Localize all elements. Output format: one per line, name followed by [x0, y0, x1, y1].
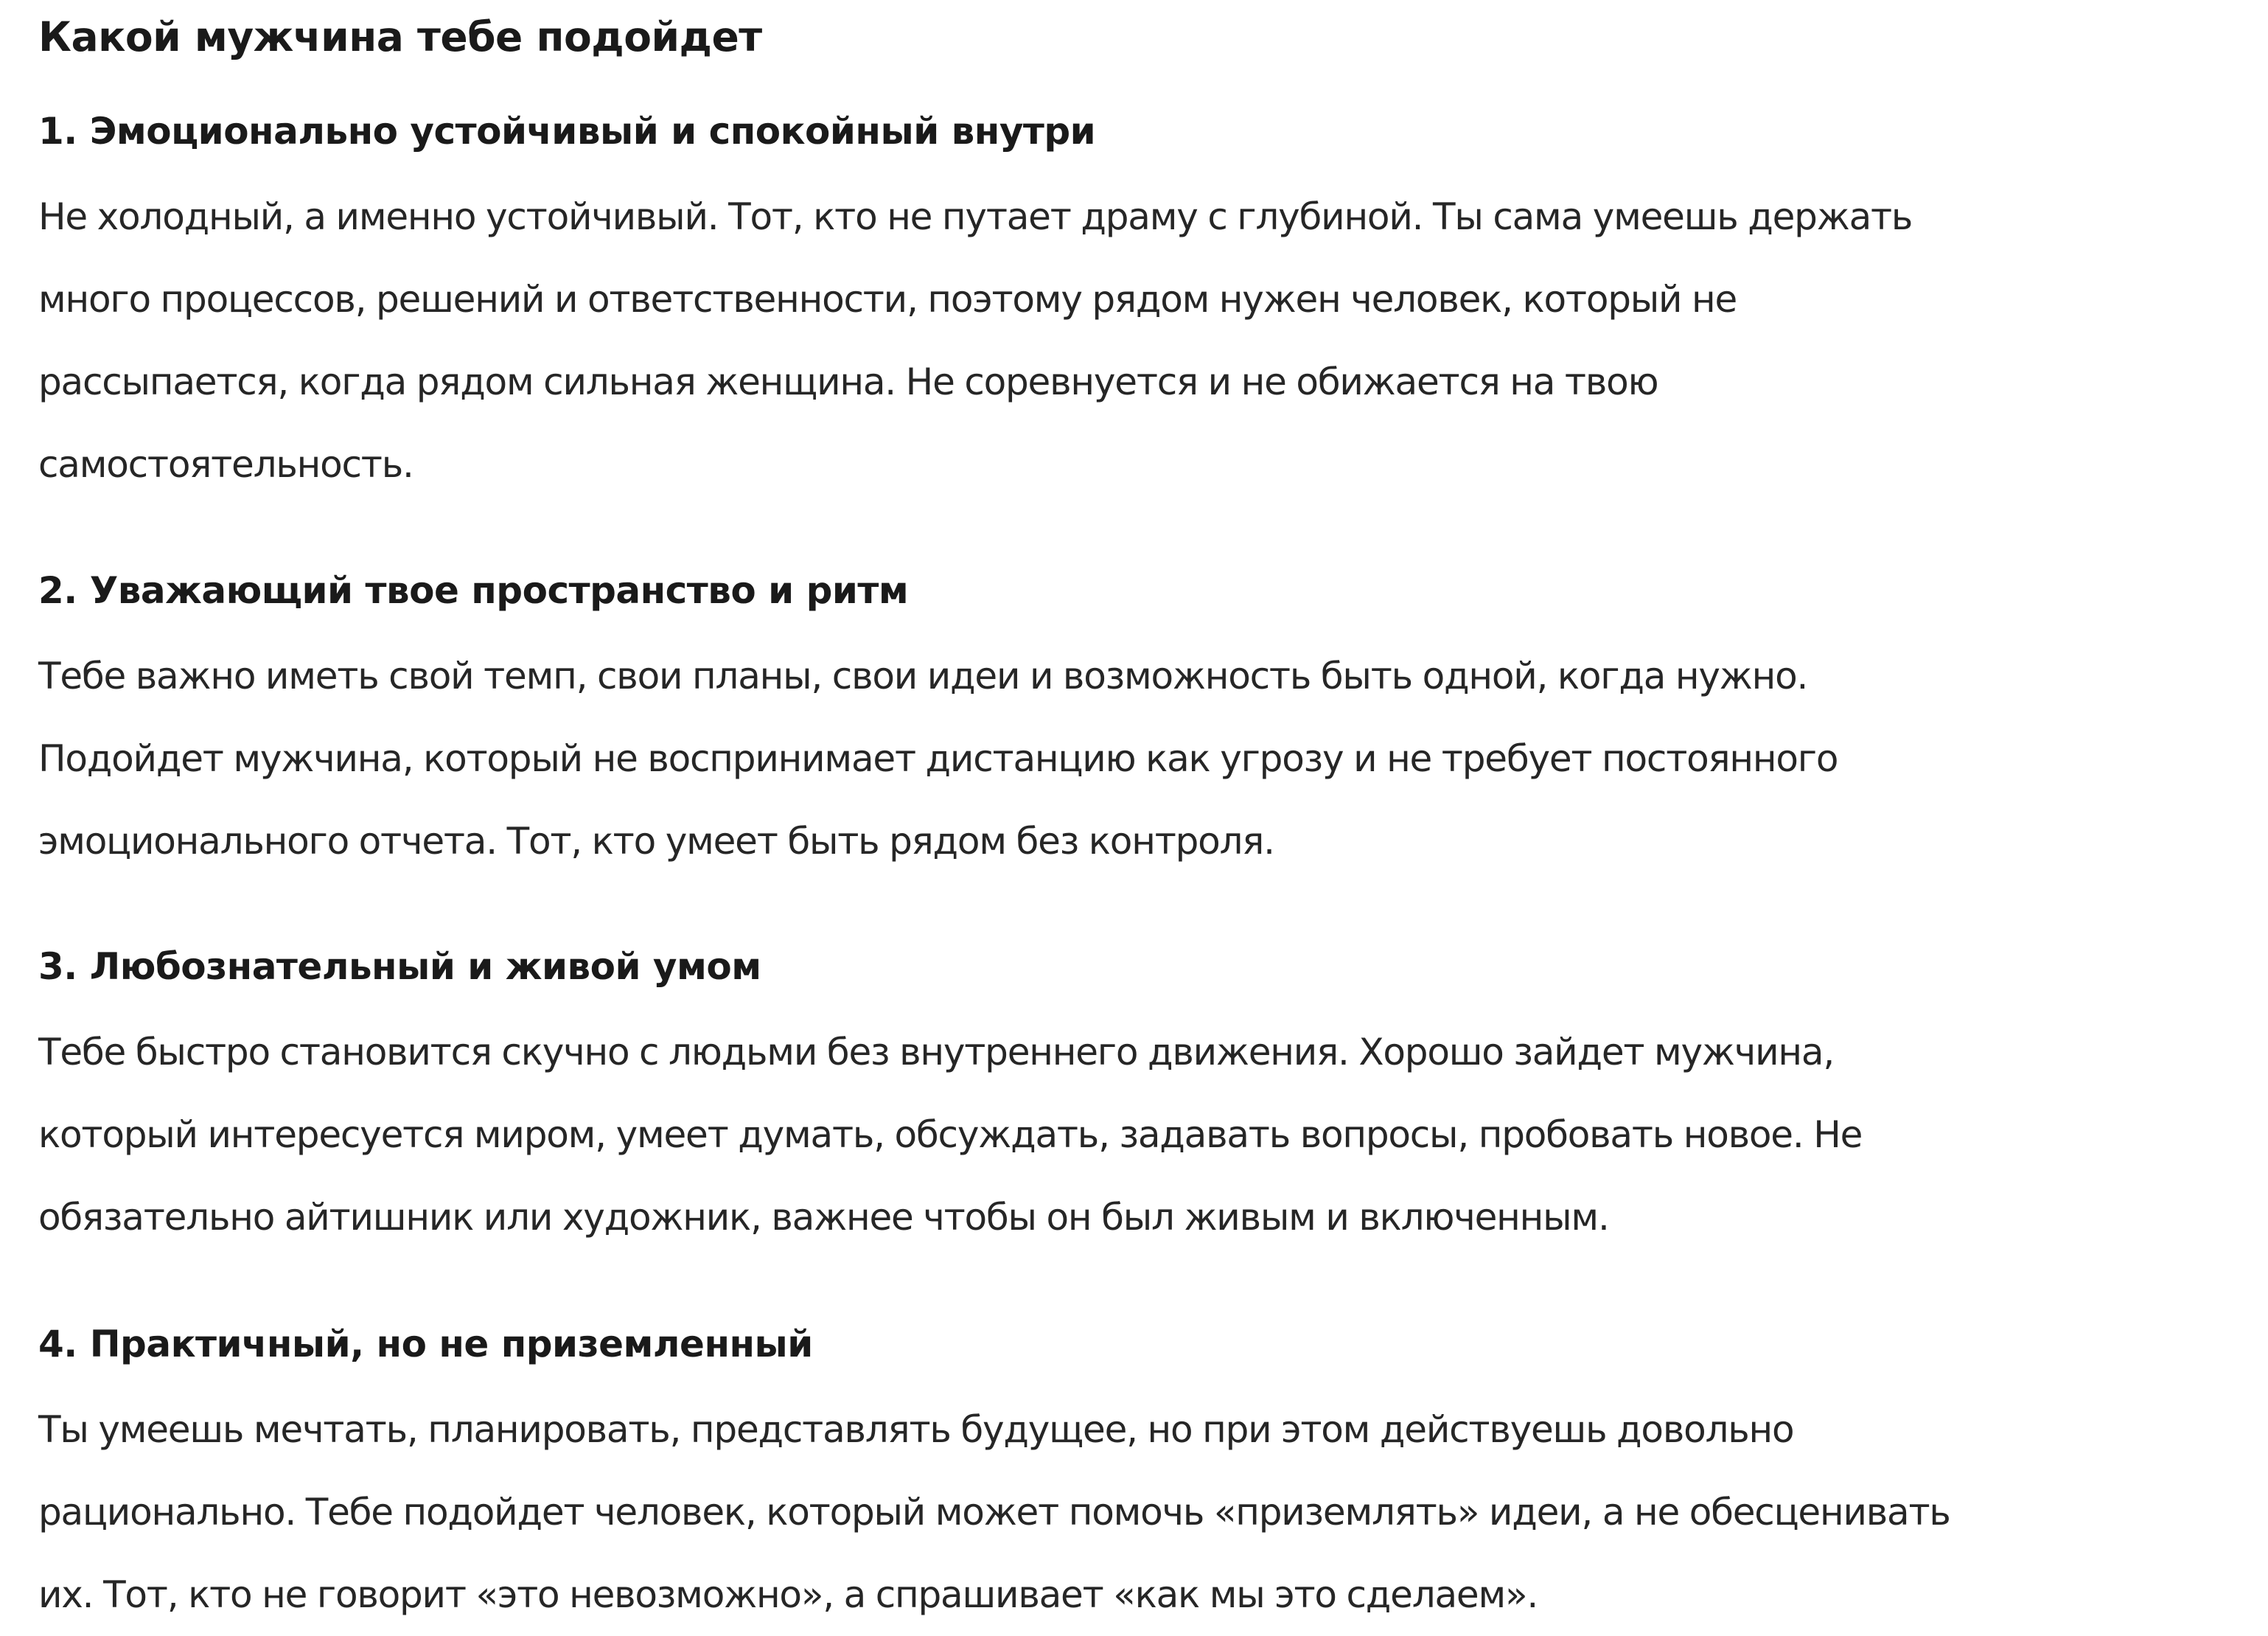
section-paragraph	[38, 175, 2242, 506]
paragraph-line: который интересуется миром, умеет думать, обсуждать, задавать вопросы, пробовать новое. Не	[38, 1113, 1863, 1156]
paragraph-line: обязательно айтишник или художник, важнее чтобы он был живым и включенным.	[38, 1196, 1609, 1239]
section-heading: 1. Эмоционально устойчивый и спокойный внутри	[38, 110, 1096, 153]
paragraph-line: Тебе быстро становится скучно с людьми без внутреннего движения. Хорошо зайдет мужчина,	[38, 1031, 1835, 1073]
paragraph-line: их. Тот, кто не говорит «это невозможно», а спрашивает «как мы это сделаем».	[38, 1573, 1538, 1616]
section-paragraph	[38, 1011, 2242, 1259]
section-paragraph	[38, 1388, 2242, 1636]
section-practical	[38, 1319, 2242, 1636]
section-respects-space	[38, 565, 2242, 883]
paragraph-line: много процессов, решений и ответственности, поэтому рядом нужен человек, который не	[38, 278, 1737, 321]
paragraph-line: Подойдет мужчина, который не воспринимает дистанцию как угрозу и не требует постоянного	[38, 737, 1838, 780]
paragraph-line: эмоционального отчета. Тот, кто умеет быть рядом без контроля.	[38, 820, 1274, 863]
section-paragraph	[38, 635, 2242, 883]
section-heading: 3. Любознательный и живой умом	[38, 945, 761, 988]
paragraph-line: рассыпается, когда рядом сильная женщина. Не соревнуется и не обижается на твою	[38, 361, 1658, 403]
paragraph-line: рационально. Тебе подойдет человек, который может помочь «приземлять» идеи, а не обесценивать	[38, 1491, 1950, 1534]
paragraph-line: самостоятельность.	[38, 443, 414, 486]
paragraph-line: Ты умеешь мечтать, планировать, представлять будущее, но при этом действуешь довольно	[38, 1408, 1794, 1451]
document-content	[38, 0, 2242, 1636]
page-title: Какой мужчина тебе подойдет	[38, 13, 762, 60]
paragraph-line: Тебе важно иметь свой темп, свои планы, свои идеи и возможность быть одной, когда нужно.	[38, 655, 1808, 697]
section-heading: 4. Практичный, но не приземленный	[38, 1323, 813, 1365]
section-emotionally-stable	[38, 106, 2242, 506]
section-curious-mind	[38, 941, 2242, 1259]
section-heading: 2. Уважающий твое пространство и ритм	[38, 569, 909, 612]
paragraph-line: Не холодный, а именно устойчивый. Тот, кто не путает драму с глубиной. Ты сама умеешь держать	[38, 195, 1913, 238]
